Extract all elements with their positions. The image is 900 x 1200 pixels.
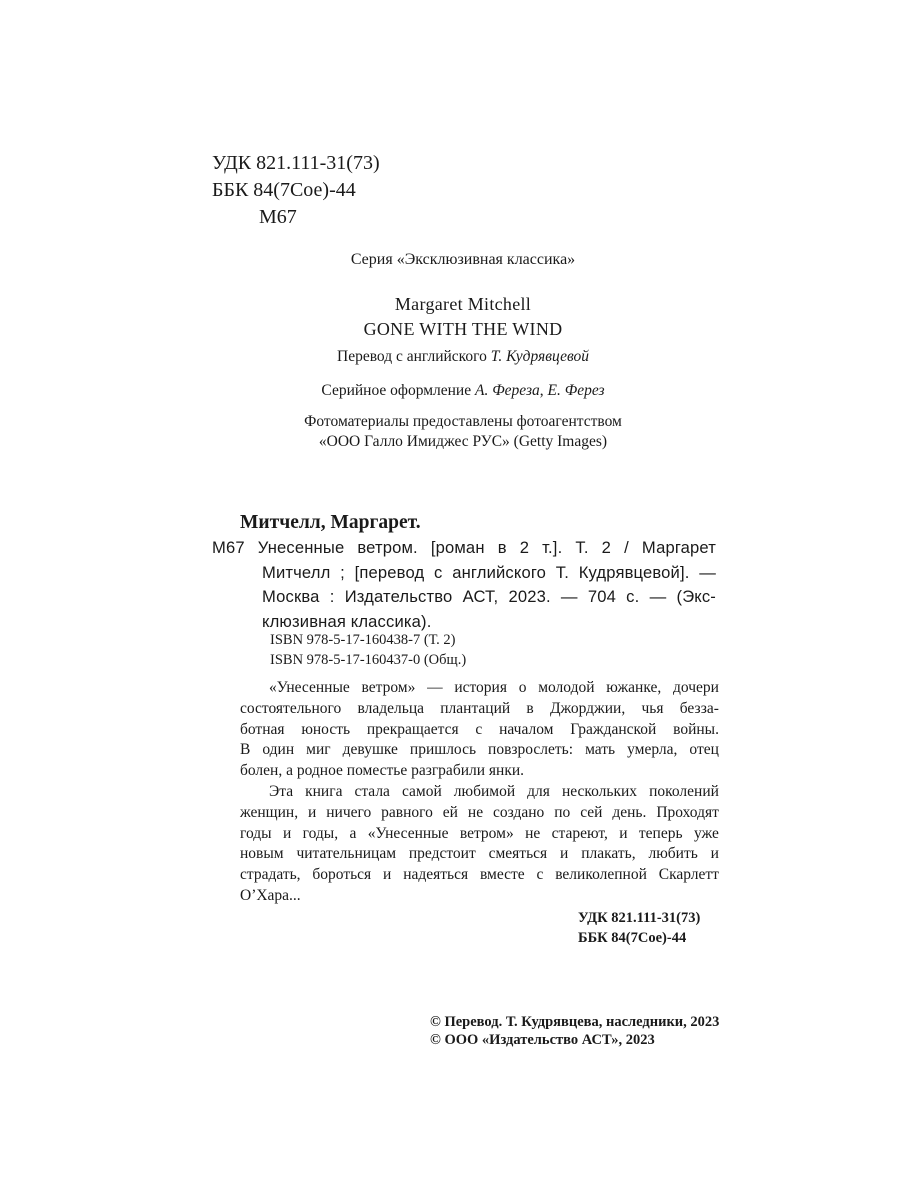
catalog-word: 2023. (508, 587, 551, 606)
annotation-word: ничего (326, 803, 372, 821)
translation-credit (0, 348, 900, 366)
annotation-word: самой (401, 782, 442, 800)
annotation-word: новым (240, 845, 284, 863)
annotation-word: — (427, 679, 443, 696)
annotation-word: не (525, 824, 541, 842)
annotation-word: Джорджии, (549, 699, 626, 717)
annotation-word: вместе (479, 866, 525, 884)
catalog-word: Маргарет (641, 538, 716, 557)
designer-1: А. Фереза (474, 382, 540, 399)
annotation-word: ветром» (459, 824, 514, 842)
annotation-word: и (710, 845, 719, 863)
catalog-line-1 (212, 536, 716, 561)
catalog-word: Унесенные (257, 538, 345, 557)
bbk-code: ББК 84(7Сое)-44 (212, 179, 356, 201)
annotation-line (240, 678, 719, 699)
classification-footer (578, 908, 700, 948)
catalog-word: Издательство (344, 587, 453, 606)
annotation-word: теперь (638, 824, 683, 842)
annotation-line (240, 844, 719, 865)
translation-prefix: Перевод с английского (337, 348, 487, 365)
classification-codes (212, 150, 380, 231)
catalog-word: Москва (262, 587, 320, 606)
author-mark: М67 (259, 206, 297, 228)
annotation-word: состоятельного (240, 699, 342, 717)
annotation-word: годы, (302, 824, 339, 842)
annotation (240, 678, 719, 907)
annotation-word: и (308, 803, 317, 821)
annotation-line (240, 886, 719, 907)
annotation-line (240, 803, 719, 824)
annotation-word: ветром» (361, 679, 416, 696)
bbk-code-footer: ББК 84(7Сое)-44 (578, 930, 687, 946)
annotation-word: плантаций (440, 699, 511, 717)
annotation-word: войны. (673, 720, 719, 738)
annotation-word: повзрослеть: (488, 741, 574, 759)
design-prefix: Серийное оформление (321, 382, 472, 399)
annotation-word: надеяться (403, 866, 469, 884)
annotation-word: сей (580, 803, 603, 821)
catalog-word: — (560, 587, 578, 606)
catalog-word: 704 (587, 587, 616, 606)
annotation-line (240, 865, 719, 886)
catalog-word: [перевод (354, 562, 425, 582)
annotation-word: чья (641, 699, 664, 717)
catalog-word: с. (626, 587, 640, 606)
catalog-word: ветром. (357, 538, 418, 557)
annotation-word: читательницам (296, 845, 397, 863)
annotation-word: плакать, (581, 845, 636, 863)
catalog-word: Митчелл (262, 562, 331, 582)
isbn-volume: ISBN 978-5-17-160438-7 (Т. 2) (270, 632, 456, 648)
annotation-line (240, 720, 719, 741)
annotation-word: отец (689, 741, 719, 759)
catalog-line-2 (212, 561, 716, 586)
annotation-word: молодой (538, 679, 595, 696)
annotation-word: по (554, 803, 571, 821)
annotation-word: не (467, 803, 484, 821)
original-title: GONE WITH THE WIND (363, 319, 563, 339)
catalog-word: английского (452, 562, 547, 582)
catalog-word: Т. (555, 562, 569, 582)
annotation-word: и (282, 824, 292, 842)
annotation-word: равного (381, 803, 433, 821)
annotation-word: стареют, (551, 824, 608, 842)
catalog-author-heading: Митчелл, Маргарет. (240, 512, 421, 533)
annotation-word: великолепной (555, 866, 647, 884)
annotation-word: любимой (453, 782, 516, 800)
annotation-word: Гражданской (570, 720, 657, 738)
catalog-word: — (699, 562, 716, 582)
annotation-word: мать (585, 741, 616, 759)
annotation-line (240, 782, 719, 803)
catalog-word: 2 (519, 538, 530, 557)
catalog-word: с (434, 562, 443, 582)
annotation-word: годы (240, 824, 272, 842)
photo-credit (0, 412, 900, 452)
catalog-word: клюзивная классика). (262, 611, 432, 631)
copyright-block (430, 1013, 719, 1049)
annotation-word: и (560, 845, 569, 863)
annotation-word: умерла, (627, 741, 678, 759)
annotation-word: в (526, 699, 534, 717)
annotation-word: о (518, 679, 527, 696)
isbn-set: ISBN 978-5-17-160437-0 (Общ.) (270, 652, 467, 668)
catalog-word: [роман (430, 538, 485, 557)
annotation-word: южанке, (606, 679, 662, 696)
catalog-word: Кудрявцевой]. (578, 562, 690, 582)
catalog-word: (Экс- (676, 587, 716, 606)
catalog-word: ; (340, 562, 345, 582)
isbn-block (270, 630, 466, 670)
annotation-word: болен, а родное поместье разграбили янки. (240, 762, 525, 780)
annotation-word: уже (693, 824, 719, 842)
annotation-word: ей (442, 803, 458, 821)
annotation-word: страдать, (240, 866, 301, 884)
annotation-word: миг (306, 741, 331, 759)
udk-code-footer: УДК 821.111-31(73) (578, 910, 701, 926)
catalog-word: в (497, 538, 507, 557)
annotation-word: владельца (357, 699, 424, 717)
annotation-word: безза- (679, 699, 719, 717)
annotation-word: В (240, 741, 251, 759)
design-credit (0, 382, 900, 400)
annotation-word: О’Хара... (240, 886, 301, 904)
translator-name: Т. Кудрявцевой (490, 348, 589, 365)
annotation-word: любить (648, 845, 698, 863)
annotation-word: «Унесенные (269, 679, 350, 696)
annotation-word: Скарлетт (658, 866, 719, 884)
catalog-entry (212, 536, 716, 634)
catalog-word: Т. (575, 538, 589, 557)
annotation-word: Эта (269, 782, 294, 800)
catalog-word: — (649, 587, 667, 606)
series-name: Серия «Эксклюзивная классика» (350, 251, 576, 268)
photo-credit-line-2: «ООО Галло Имиджес РУС» (Getty Images) (318, 433, 608, 450)
annotation-word: пришлось (409, 741, 477, 759)
copyright-publisher: © ООО «Издательство АСТ», 2023 (430, 1032, 655, 1048)
catalog-word: т.]. (542, 538, 563, 557)
annotation-word: история (454, 679, 507, 696)
udk-code: УДК 821.111-31(73) (212, 152, 380, 174)
catalog-word: 2 (601, 538, 612, 557)
annotation-word: смеяться (488, 845, 548, 863)
annotation-word: и (383, 866, 392, 884)
annotation-word: один (262, 741, 295, 759)
annotation-word: создано (493, 803, 545, 821)
annotation-line (240, 699, 719, 720)
annotation-word: дочери (672, 679, 719, 696)
designer-separator: , (539, 382, 544, 399)
annotation-word: нескольких (561, 782, 638, 800)
copyright-translation: © Перевод. Т. Кудрявцева, наследники, 2023 (430, 1014, 720, 1030)
photo-credit-line-1: Фотоматериалы предоставлены фотоагентством (304, 413, 622, 430)
annotation-word: предстоит (408, 845, 476, 863)
catalog-line-3 (212, 585, 716, 610)
annotation-word: женщин, (240, 803, 299, 821)
annotation-line (240, 740, 719, 761)
annotation-word: прекращается (366, 720, 459, 738)
annotation-word: а (349, 824, 357, 842)
annotation-word: книга (305, 782, 343, 800)
catalog-word: : (329, 587, 335, 606)
annotation-line (240, 761, 719, 782)
annotation-word: девушке (342, 741, 398, 759)
annotation-word: поколений (649, 782, 719, 800)
annotation-word: юность (301, 720, 351, 738)
catalog-mark: М67 (212, 538, 245, 557)
annotation-word: с (536, 866, 544, 884)
annotation-word: началом (499, 720, 554, 738)
annotation-word: с (475, 720, 483, 738)
designer-2: Е. Ферез (547, 382, 605, 399)
annotation-word: день. (612, 803, 647, 821)
catalog-word: АСТ, (462, 587, 499, 606)
annotation-word: для (527, 782, 550, 800)
catalog-word: / (624, 538, 629, 557)
original-author: Margaret Mitchell (394, 294, 532, 314)
annotation-word: и (619, 824, 628, 842)
annotation-word: Проходят (656, 803, 719, 821)
annotation-word: бороться (312, 866, 372, 884)
annotation-word: ботная (240, 720, 285, 738)
original-title-block (0, 292, 900, 342)
annotation-word: «Унесенные (367, 824, 449, 842)
annotation-word: стала (354, 782, 390, 800)
annotation-line (240, 824, 719, 845)
